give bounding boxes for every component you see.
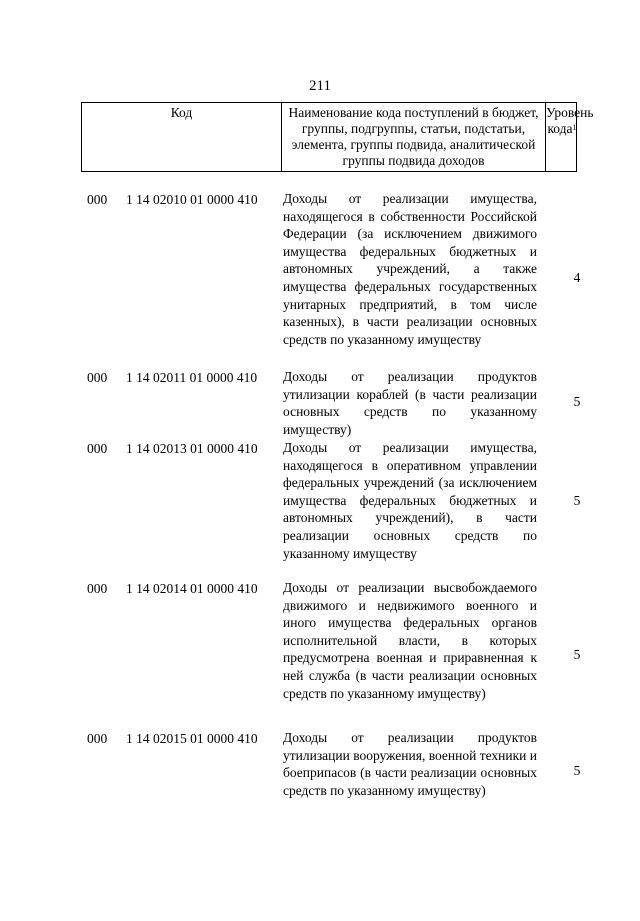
table-header (81, 102, 594, 172)
header-name: Наименование кода поступлений в бюджет, группы, подгруппы, статьи, подстатьи, элемента, группы подвида, аналитической группы подвида доходов (288, 105, 539, 168)
table-row (0, 439, 640, 579)
row-budget-code: 1 14 02013 01 0000 410 (126, 441, 258, 456)
table-row (0, 190, 640, 368)
row-level: 5 (573, 394, 581, 409)
table-row (0, 729, 640, 819)
table-row (0, 579, 640, 729)
row-admin-code: 000 (87, 581, 108, 596)
page-number: 211 (309, 78, 331, 94)
row-admin-code: 000 (87, 441, 108, 456)
table-row (0, 368, 640, 439)
header-code: Код (82, 103, 282, 171)
row-description: Доходы от реализации продуктов утилизации вооружения, военной техники и боеприпасов (в части реализации основных средств по указанному имуществу) (283, 730, 537, 798)
row-budget-code: 1 14 02010 01 0000 410 (126, 192, 258, 207)
row-admin-code: 000 (87, 192, 108, 207)
header-level-line2: кода (547, 121, 573, 136)
row-description: Доходы от реализации высвобождаемого движимого и недвижимого военного и иного имущества федеральных органов исполнительной власти, в которых предусмотрена военная и приравненная к ней служба (в части реализации основных средств по указанному имуществу) (283, 580, 537, 701)
row-admin-code: 000 (87, 731, 108, 746)
header-level (546, 103, 594, 173)
row-description: Доходы от реализации продуктов утилизации кораблей (в части реализации основных средств по указанному имуществу) (283, 369, 537, 437)
header-level-footnote: 1 (572, 123, 577, 132)
row-admin-code: 000 (87, 370, 108, 385)
row-level: 5 (573, 647, 581, 662)
row-level: 5 (573, 493, 581, 508)
row-budget-code: 1 14 02011 01 0000 410 (126, 370, 258, 385)
row-level: 5 (573, 763, 581, 778)
row-description: Доходы от реализации имущества, находящегося в оперативном управлении федеральных учреждений (за исключением имущества федеральных бюджетных и автономных учреждений), в части реализации основных средств по указанному имуществу (283, 440, 537, 561)
row-description: Доходы от реализации имущества, находящегося в собственности Российской Федерации (за исключением движимого имущества федеральных бюджетных и автономных учреждений, а также имущества федеральных государственных унитарных предприятий, в том числе казенных), в части реализации основных средств по указанному имуществу (283, 191, 537, 347)
row-budget-code: 1 14 02014 01 0000 410 (126, 581, 258, 596)
table-body (0, 190, 640, 819)
header-level-line1: Уровень (546, 105, 594, 120)
row-level: 4 (573, 270, 581, 285)
row-budget-code: 1 14 02015 01 0000 410 (126, 731, 258, 746)
